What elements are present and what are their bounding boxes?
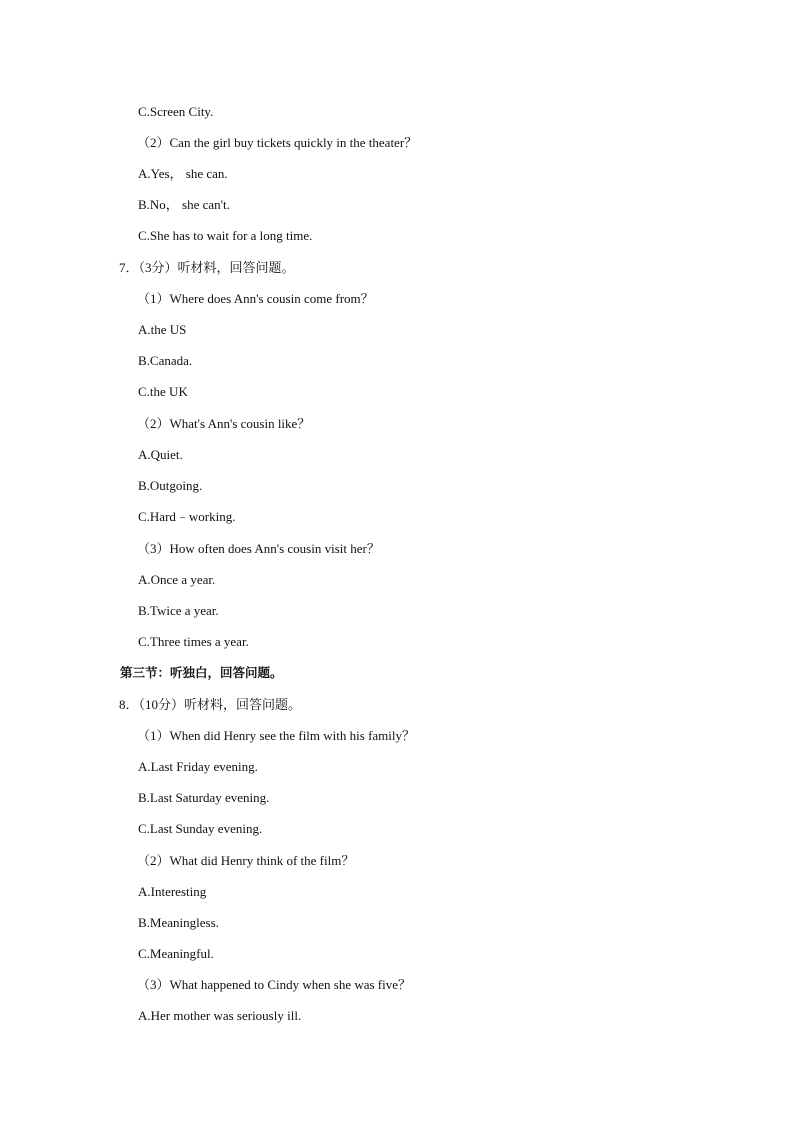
sub-question: （2）What's Ann's cousin like？	[137, 416, 311, 431]
option-line: B.No， she can't.	[138, 197, 230, 212]
option-line: B.Twice a year.	[138, 603, 219, 618]
sub-question: （3）What happened to Cindy when she was five？	[137, 977, 412, 992]
option-line: C.Screen City.	[138, 104, 214, 119]
option-line: B.Last Saturday evening.	[138, 790, 270, 805]
option-line: A.the US	[138, 322, 187, 337]
sub-question: （2）Can the girl buy tickets quickly in the theater？	[137, 135, 418, 150]
option-line: A.Yes， she can.	[138, 166, 228, 181]
option-line: A.Interesting	[138, 884, 207, 899]
sub-question: （1）When did Henry see the film with his family？	[137, 728, 416, 743]
option-line: C.She has to wait for a long time.	[138, 228, 313, 243]
option-line: C.Three times a year.	[138, 634, 249, 649]
option-line: C.the UK	[138, 384, 188, 399]
option-line: C.Last Sunday evening.	[138, 821, 263, 836]
question-heading: 8．（10分）听材料，回答问题。	[119, 697, 302, 712]
option-line: C.Meaningful.	[138, 946, 214, 961]
option-line: A.Quiet.	[138, 447, 183, 462]
question-heading: 7．（3分）听材料，回答问题。	[119, 260, 295, 275]
section-heading: 第三节：听独白，回答问题。	[120, 665, 283, 680]
option-line: A.Last Friday evening.	[138, 759, 258, 774]
option-line: B.Canada.	[138, 353, 193, 368]
option-line: C.Hard﹣working.	[138, 509, 236, 524]
sub-question: （3）How often does Ann's cousin visit her？	[137, 541, 380, 556]
option-line: A.Her mother was seriously ill.	[138, 1008, 302, 1023]
sub-question: （2）What did Henry think of the film？	[137, 853, 355, 868]
sub-question: （1）Where does Ann's cousin come from？	[137, 291, 374, 306]
option-line: B.Outgoing.	[138, 478, 203, 493]
option-line: B.Meaningless.	[138, 915, 219, 930]
option-line: A.Once a year.	[138, 572, 216, 587]
